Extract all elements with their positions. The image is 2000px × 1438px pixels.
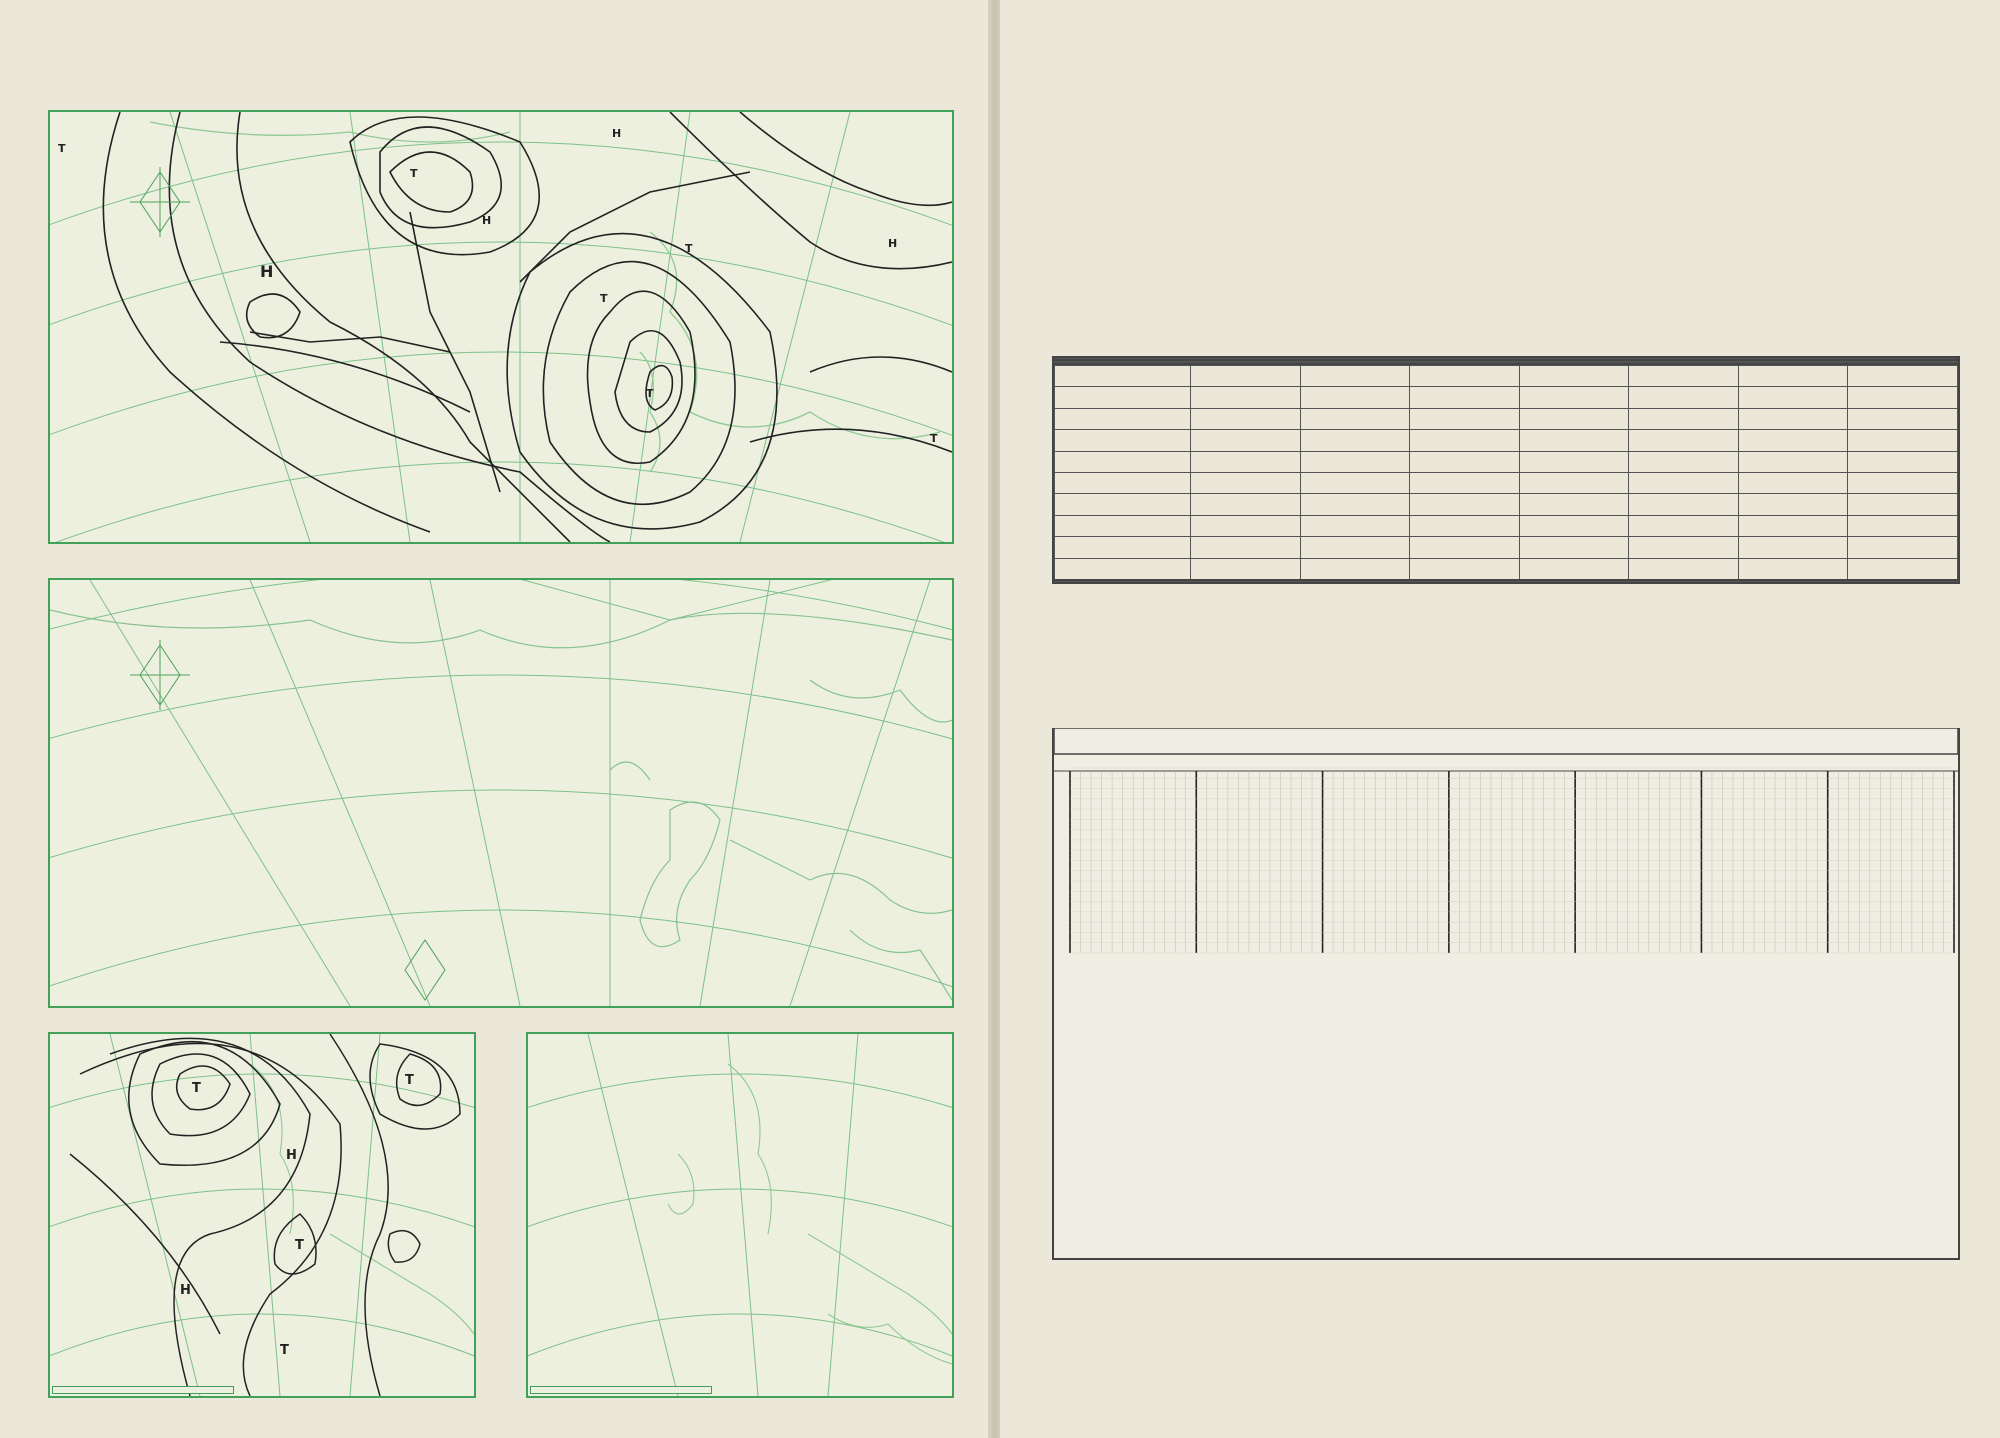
temp-values	[1410, 451, 1520, 472]
station-name	[1055, 366, 1191, 387]
low-center: T	[646, 387, 654, 400]
temp-values	[1519, 494, 1629, 515]
compass-rose	[130, 167, 440, 542]
temp-values	[1191, 515, 1301, 536]
temp-values	[1848, 451, 1958, 472]
map-graticule	[50, 1034, 474, 1396]
temp-values	[1410, 408, 1520, 429]
coastlines	[250, 1064, 474, 1334]
temp-values	[1848, 366, 1958, 387]
temp-values	[1738, 430, 1848, 451]
map-graticule	[528, 1034, 952, 1396]
isobars	[103, 112, 952, 542]
temp-values	[1300, 430, 1410, 451]
temp-values	[1629, 408, 1739, 429]
temp-values	[1519, 473, 1629, 494]
high-center: H	[260, 262, 274, 281]
temp-values	[1191, 473, 1301, 494]
temp-row	[1055, 387, 1958, 408]
station-name	[1055, 473, 1191, 494]
map2-jahrgang	[48, 553, 74, 567]
map-graticule	[50, 580, 952, 1006]
temp-row	[1055, 366, 1958, 387]
blank-surface-map	[48, 578, 954, 1008]
temp-values	[1629, 537, 1739, 558]
high-center: H	[888, 237, 898, 250]
low-center: T	[600, 292, 608, 305]
temp-values	[1848, 558, 1958, 580]
low-center: T	[58, 142, 66, 155]
temp-values	[1191, 387, 1301, 408]
station-name	[1055, 537, 1191, 558]
note-row	[1055, 580, 1958, 582]
station-name	[1055, 451, 1191, 472]
temp-values	[1519, 558, 1629, 580]
temp-values	[1519, 451, 1629, 472]
temp-values	[1738, 558, 1848, 580]
temp-values	[1300, 537, 1410, 558]
temp-values	[1191, 537, 1301, 558]
station-name	[1055, 408, 1191, 429]
surface-weather-map	[48, 110, 954, 544]
temp-values	[1848, 515, 1958, 536]
temp-row	[1055, 558, 1958, 580]
temp-values	[1410, 366, 1520, 387]
temp-values	[1629, 387, 1739, 408]
compass-rose	[130, 640, 445, 1000]
temp-values	[1629, 430, 1739, 451]
temp-values	[1848, 408, 1958, 429]
temp-values	[1738, 366, 1848, 387]
low-center: T	[410, 167, 418, 180]
temp-values	[1738, 515, 1848, 536]
station-name	[1055, 430, 1191, 451]
temp-values	[1191, 451, 1301, 472]
temp-values	[1848, 430, 1958, 451]
temp-values	[1848, 473, 1958, 494]
temp-values	[1848, 494, 1958, 515]
period-to	[1578, 330, 1588, 347]
temp-values	[1300, 473, 1410, 494]
upper-map-legend	[52, 1386, 234, 1394]
registrierungen-svg	[1054, 728, 1958, 1258]
low-center: T	[280, 1343, 289, 1358]
temp-values	[1410, 515, 1520, 536]
front-line	[520, 172, 750, 282]
high-center: H	[286, 1148, 297, 1163]
temp-values	[1300, 387, 1410, 408]
upper-map-legend	[530, 1386, 712, 1394]
temp-values	[1738, 537, 1848, 558]
high-center: H	[180, 1283, 191, 1298]
station-name	[1055, 494, 1191, 515]
table-note	[1055, 580, 1958, 582]
temp-values	[1410, 473, 1520, 494]
period-from	[1342, 330, 1352, 347]
temp-values	[1191, 430, 1301, 451]
temp-values	[1848, 537, 1958, 558]
temp-values	[1629, 515, 1739, 536]
temp-values	[1629, 558, 1739, 580]
temp-values	[1629, 451, 1739, 472]
temp-values	[1191, 558, 1301, 580]
low-center: T	[685, 242, 693, 255]
temp-values	[1519, 387, 1629, 408]
temp-values	[1300, 515, 1410, 536]
coastlines	[50, 610, 952, 1000]
temp-values	[1191, 494, 1301, 515]
high-center: H	[482, 214, 492, 227]
station-name	[1055, 387, 1191, 408]
temp-values	[1410, 430, 1520, 451]
temp-values	[1738, 387, 1848, 408]
temp-values	[1738, 451, 1848, 472]
temp-row	[1055, 408, 1958, 429]
temp-values	[1848, 387, 1958, 408]
low-center: T	[405, 1073, 414, 1088]
chart-title-bar	[1054, 728, 1958, 754]
temp-values	[1191, 366, 1301, 387]
temp-values	[1300, 494, 1410, 515]
temp-values	[1738, 473, 1848, 494]
temp-values	[1300, 558, 1410, 580]
temp-values	[1629, 473, 1739, 494]
temp-values	[1300, 366, 1410, 387]
temp-values	[1519, 430, 1629, 451]
temp-row	[1055, 537, 1958, 558]
temp-values	[1300, 451, 1410, 472]
weekly-table	[1052, 356, 1960, 584]
temp-row	[1055, 451, 1958, 472]
temp-row	[1055, 430, 1958, 451]
temp-row	[1055, 473, 1958, 494]
temp-values	[1629, 366, 1739, 387]
temp-values	[1629, 494, 1739, 515]
low-center: T	[192, 1081, 201, 1096]
station-name	[1055, 515, 1191, 536]
low-center: T	[295, 1238, 304, 1253]
temp-values	[1300, 408, 1410, 429]
station-name	[1055, 558, 1191, 580]
high-center: H	[612, 127, 622, 140]
temp-values	[1519, 366, 1629, 387]
temp-values	[1519, 537, 1629, 558]
report-page	[1000, 0, 2000, 1438]
temp-values	[1410, 537, 1520, 558]
temp-values	[1410, 494, 1520, 515]
registrierungen-charts	[1052, 728, 1960, 1260]
map-page	[0, 0, 990, 1438]
temp-row	[1055, 515, 1958, 536]
temp-values	[1410, 387, 1520, 408]
temp-values	[1410, 558, 1520, 580]
temp-row	[1055, 494, 1958, 515]
upper-air-map	[48, 1032, 476, 1398]
blank-upper-air-map	[526, 1032, 954, 1398]
temp-values	[1191, 408, 1301, 429]
temp-values	[1519, 515, 1629, 536]
temp-values	[1738, 494, 1848, 515]
temp-values	[1738, 408, 1848, 429]
temp-values	[1519, 408, 1629, 429]
low-center: T	[930, 432, 938, 445]
